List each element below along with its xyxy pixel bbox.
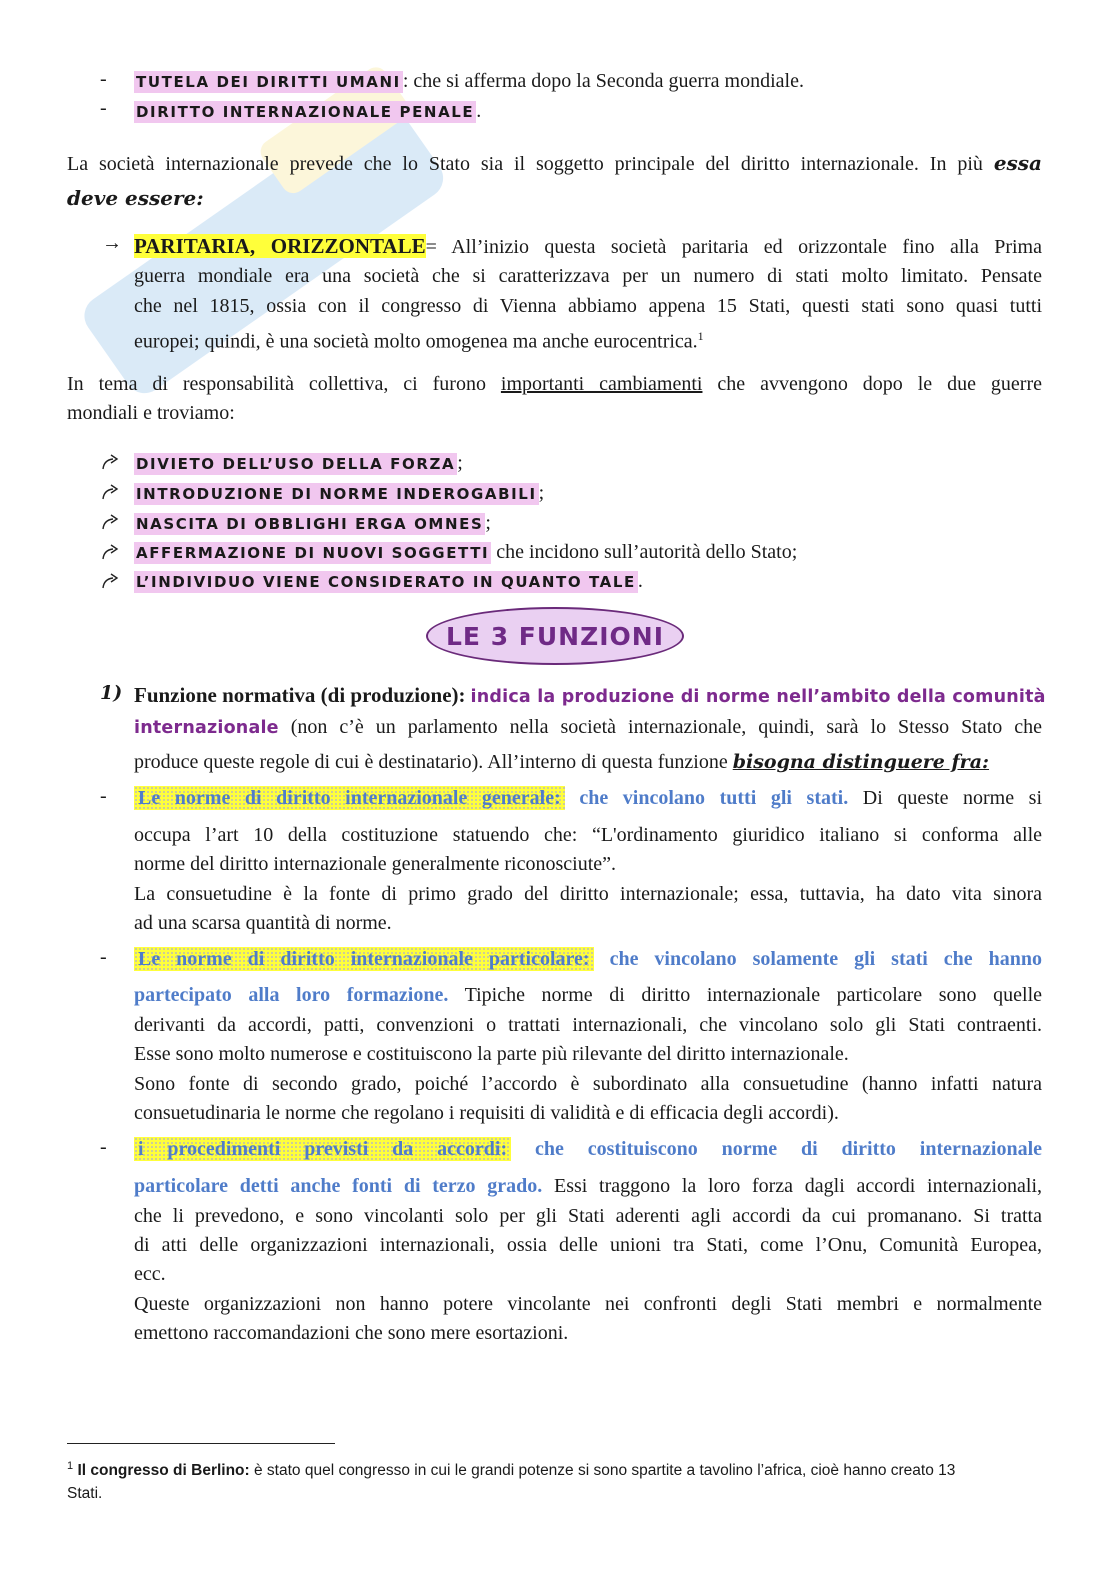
item-line: derivanti da accordi, patti, convenzioni o trattati internazionali, che vincolano solo gli Stati contraenti. xyxy=(134,1014,1042,1036)
paritaria-line: europei; quindi, è una società molto omogenea ma anche eurocentrica.$^1$ xyxy=(134,329,704,353)
item-line: ad una scarsa quantità di norme. xyxy=(134,912,392,934)
emphasis-text: deve essere: xyxy=(67,186,204,210)
emphasis-text: bisogna distinguere fra: xyxy=(732,751,990,773)
item-line: occupa l’art 10 della costituzione statuendo che: “L'ordinamento giuridico italiano si conforma alle xyxy=(134,824,1042,846)
list-number: 1) xyxy=(100,682,123,704)
list-item xyxy=(134,96,481,127)
item-line: norme del diritto internazionale generalmente riconosciute”. xyxy=(134,853,617,875)
highlighted-term: INTRODUZIONE DI NORME INDEROGABILI xyxy=(136,485,537,503)
curved-arrow-icon xyxy=(100,512,120,532)
funzione-line-2: internazionale (non c’è un parlamento nella società internazionale, quindi, sarà lo Stesso Stato che xyxy=(134,716,1043,738)
highlighted-term: PARITARIA, ORIZZONTALE xyxy=(134,234,426,258)
footnote-number: 1 xyxy=(67,1460,74,1472)
highlighted-term: TUTELA DEI DIRITTI UMANI xyxy=(136,73,401,91)
item-line: La consuetudine è la fonte di primo grado del diritto internazionale; essa, tuttavia, ha dato vita sinora xyxy=(134,883,1042,905)
item-text: . xyxy=(476,100,482,122)
dash-bullet: - xyxy=(100,68,107,90)
responsabilita-line-2: mondiali e troviamo: xyxy=(67,402,235,424)
list-item: NASCITA DI OBBLIGHI ERGA OMNES ; xyxy=(136,512,491,534)
highlighted-term: AFFERMAZIONE DI NUOVI SOGGETTI xyxy=(136,544,490,562)
highlighted-term: NASCITA DI OBBLIGHI ERGA OMNES xyxy=(136,515,484,533)
item-line: che li prevedono, e sono vincolanti solo per gli Stati aderenti agli accordi da cui promanano. Si tratta xyxy=(134,1205,1042,1227)
footnote: $^1$ Il congresso di Berlino: è stato quel congresso in cui le grandi potenze si sono spartite a tavolino l’africa, cioè hanno creato 13 Stati. xyxy=(67,1460,956,1503)
highlighted-term: DIRITTO INTERNAZIONALE PENALE xyxy=(136,103,475,121)
item-line: Le norme di diritto internazionale generale: che vincolano tutti gli stati. Di queste norme si xyxy=(134,783,1042,813)
highlighted-term: Le norme di diritto internazionale generale: xyxy=(134,786,565,810)
item-text: : che si afferma dopo la Seconda guerra mondiale. xyxy=(402,70,804,92)
arrow-right-icon: → xyxy=(102,232,122,254)
curved-arrow-icon xyxy=(100,452,120,472)
responsabilita-paragraph: In tema di responsabilità collettiva, ci furono importanti cambiamenti che avvengono dopo le due guerre xyxy=(67,373,1042,395)
emphasis-text: essa xyxy=(993,151,1043,175)
curved-arrow-icon xyxy=(100,482,120,502)
footnote-title: Il congresso di Berlino: xyxy=(77,1462,250,1480)
item-line: Esse sono molto numerose e costituiscono la parte più rilevante del diritto internazionale. xyxy=(134,1043,849,1065)
item-line: ecc. xyxy=(134,1263,166,1285)
item-line: i procedimenti previsti da accordi: che costituiscono norme di diritto internazionale xyxy=(134,1134,1042,1164)
list-item xyxy=(134,66,804,97)
footnote-ref: 1 xyxy=(697,329,704,343)
footnote-divider xyxy=(67,1443,335,1444)
item-line: di atti delle organizzazioni internazionali, ossia delle unioni tra Stati, come l’Onu, Comunità Europea, xyxy=(134,1234,1042,1256)
dash-bullet: - xyxy=(100,785,107,807)
funzione-label: Funzione normativa (di produzione): xyxy=(134,683,466,707)
item-line: partecipato alla loro formazione. Tipiche norme di diritto internazionale particolare sono quelle xyxy=(134,984,1042,1006)
list-item: AFFERMAZIONE DI NUOVI SOGGETTI che incidono sull’autorità dello Stato; xyxy=(136,541,798,563)
funzione-line-1: Funzione normativa (di produzione): indica la produzione di norme nell’ambito della comunità xyxy=(134,683,1046,707)
highlighted-term: L’INDIVIDUO VIENE CONSIDERATO IN QUANTO TALE xyxy=(136,573,636,591)
item-line: Sono fonte di secondo grado, poiché l’accordo è subordinato alla consuetudine (hanno infatti natura xyxy=(134,1073,1042,1095)
list-item: L’INDIVIDUO VIENE CONSIDERATO IN QUANTO TALE . xyxy=(136,570,643,592)
curved-arrow-icon xyxy=(100,571,120,591)
dash-bullet: - xyxy=(100,1136,107,1158)
list-item: DIVIETO DELL’USO DELLA FORZA ; xyxy=(136,452,463,474)
item-line: particolare detti anche fonti di terzo grado. Essi traggono la loro forza dagli accordi internazionali, xyxy=(134,1175,1043,1197)
highlighted-term: DIVIETO DELL’USO DELLA FORZA xyxy=(136,455,456,473)
paritaria-line: guerra mondiale era una società che si caratterizzava per un numero di stati molto limitato. Pensate xyxy=(134,265,1042,287)
curved-arrow-icon xyxy=(100,542,120,562)
section-title-oval xyxy=(426,607,684,665)
intro-line-2 xyxy=(67,183,204,214)
paritaria-line: che nel 1815, ossia con il congresso di Vienna abbiamo appena 15 Stati, questi stati sono quasi tutti xyxy=(134,295,1042,317)
intro-paragraph: La società internazionale prevede che lo Stato sia il soggetto principale del diritto internazionale. In più essa xyxy=(67,151,1043,175)
highlighted-term: i procedimenti previsti da accordi: xyxy=(134,1137,511,1161)
dash-bullet: - xyxy=(100,946,107,968)
item-line: Le norme di diritto internazionale particolare: che vincolano solamente gli stati che hanno xyxy=(134,944,1042,974)
funzione-line-3: produce queste regole di cui è destinatario). All’interno di questa funzione bisogna distinguere fra: xyxy=(134,751,990,773)
section-title: LE 3 FUNZIONI xyxy=(445,621,665,651)
item-line: consuetudinaria le norme che regolano i requisiti di validità e di efficacia degli accordi). xyxy=(134,1102,839,1124)
underlined-text: importanti cambiamenti xyxy=(500,373,703,395)
highlighted-term: Le norme di diritto internazionale particolare: xyxy=(134,947,594,971)
item-line: emettono raccomandazioni che sono mere esortazioni. xyxy=(134,1322,569,1344)
list-item: INTRODUZIONE DI NORME INDEROGABILI ; xyxy=(136,482,545,504)
item-line: Queste organizzazioni non hanno potere vincolante nei confronti degli Stati membri e normalmente xyxy=(134,1293,1042,1315)
paritaria-line: PARITARIA, ORIZZONTALE= All’inizio questa società paritaria ed orizzontale fino alla Prima xyxy=(134,234,1042,258)
dash-bullet: - xyxy=(100,97,107,119)
